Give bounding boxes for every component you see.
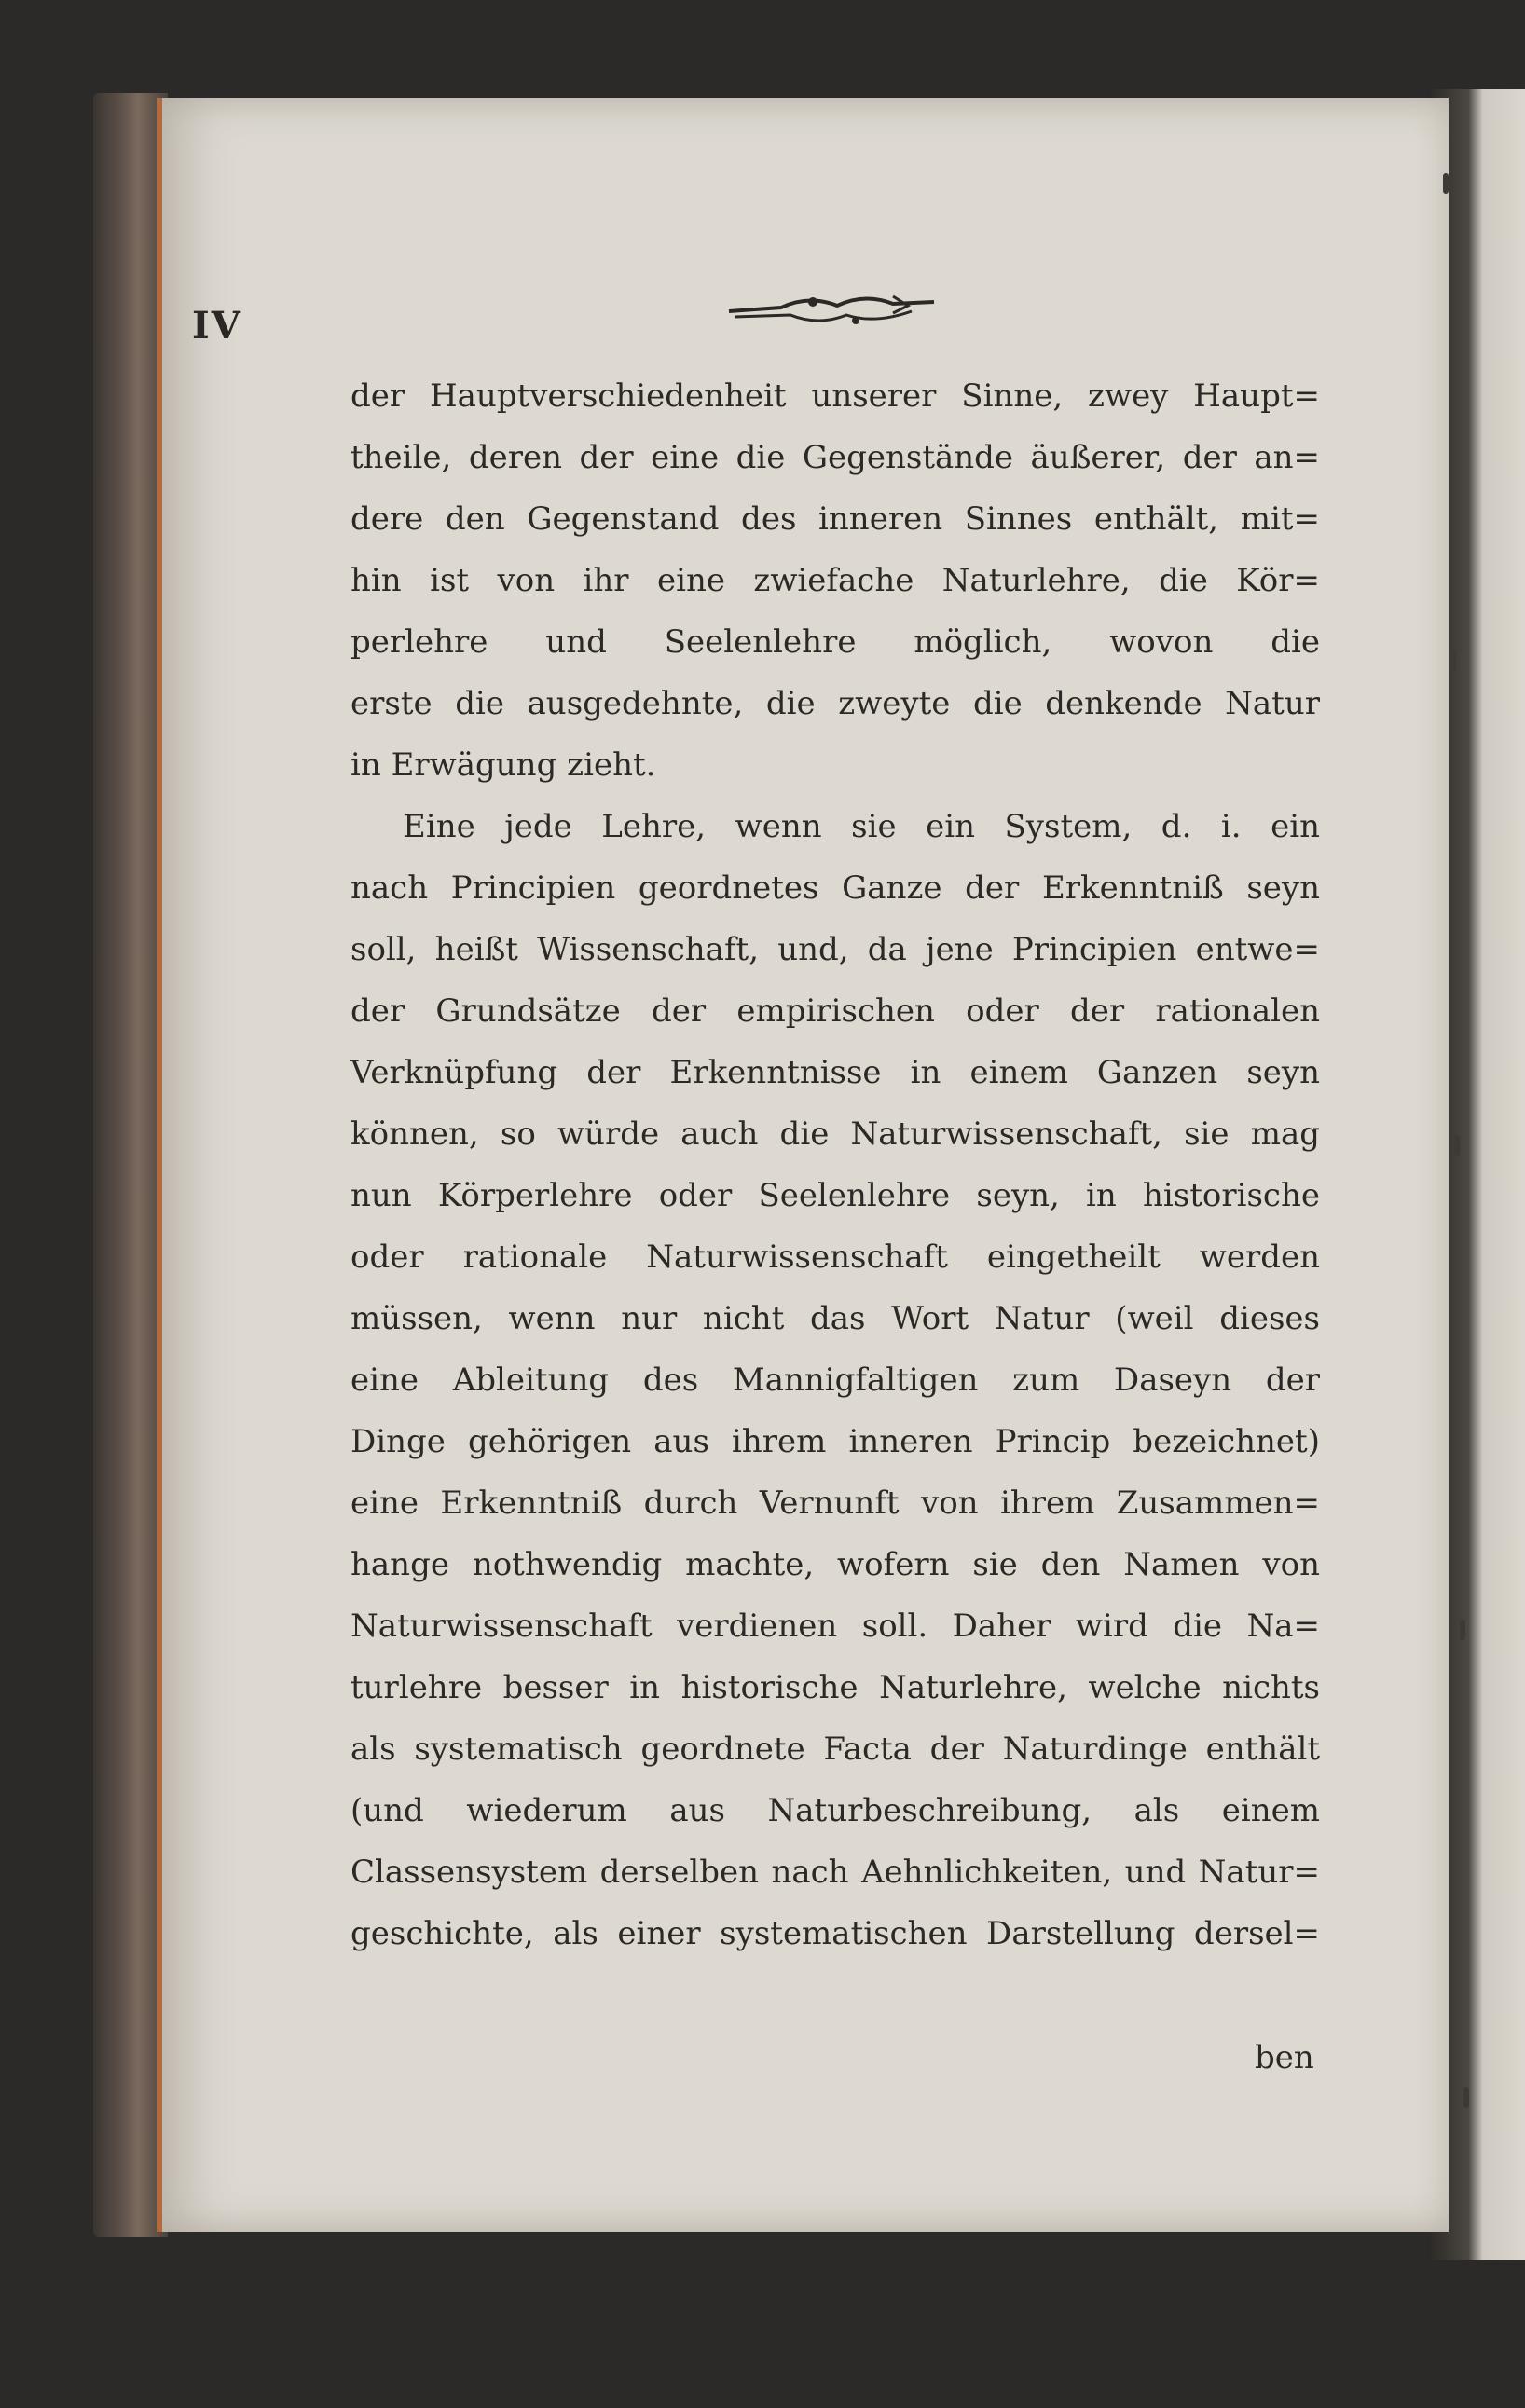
text-line: Naturwissenschaft verdienen soll. Daher wird die Na= [350, 1608, 1320, 1645]
text-line: in Erwägung zieht. [350, 746, 656, 784]
text-line: turlehre besser in historische Naturlehre, welche nichts [350, 1669, 1320, 1706]
page-number: IV [192, 304, 242, 348]
text-line: nun Körperlehre oder Seelenlehre seyn, in historische [350, 1177, 1320, 1214]
catchword: ben [1255, 2039, 1314, 2076]
text-line: oder rationale Naturwissenschaft eingetheilt werden [350, 1238, 1320, 1276]
text-line: Dinge gehörigen aus ihrem inneren Princip bezeichnet) [350, 1423, 1320, 1460]
text-line: können, so würde auch die Naturwissenschaft, sie mag [350, 1115, 1320, 1153]
text-line: perlehre und Seelenlehre möglich, wovon die [350, 623, 1320, 661]
paragraph-start-line: Eine jede Lehre, wenn sie ein System, d. i. ein [403, 808, 1320, 845]
text-line: hin ist von ihr eine zwiefache Naturlehre, die Kör= [350, 562, 1320, 599]
margin-mark [1443, 173, 1449, 194]
margin-mark [1454, 1135, 1460, 1156]
text-line: hange nothwendig machte, wofern sie den Namen von [350, 1546, 1320, 1583]
text-line: theile, deren der eine die Gegenstände äußerer, der an= [350, 439, 1320, 476]
text-line: Verknüpfung der Erkenntnisse in einem Ganzen seyn [350, 1054, 1320, 1091]
text-line: eine Erkenntniß durch Vernunft von ihrem Zusammen= [350, 1484, 1320, 1522]
text-line: als systematisch geordnete Facta der Naturdinge enthält [350, 1731, 1320, 1768]
margin-mark [1463, 2087, 1469, 2108]
body-text [350, 365, 1320, 1964]
text-line: der Hauptverschiedenheit unserer Sinne, zwey Haupt= [350, 377, 1320, 415]
text-line: erste die ausgedehnte, die zweyte die denkende Natur [350, 685, 1320, 722]
text-line: müssen, wenn nur nicht das Wort Natur (weil dieses [350, 1300, 1320, 1337]
text-line: nach Principien geordnetes Ganze der Erkenntniß seyn [350, 869, 1320, 907]
text-line: soll, heißt Wissenschaft, und, da jene Principien entwe= [350, 931, 1320, 968]
margin-mark [1450, 650, 1456, 671]
margin-mark [1460, 1620, 1465, 1640]
ornament-icon [725, 289, 938, 330]
text-line: der Grundsätze der empirischen oder der rationalen [350, 992, 1320, 1030]
text-line: (und wiederum aus Naturbeschreibung, als einem [350, 1792, 1320, 1829]
text-line: Classensystem derselben nach Aehnlichkeiten, und Natur= [350, 1854, 1320, 1891]
text-line: dere den Gegenstand des inneren Sinnes enthält, mit= [350, 500, 1320, 538]
text-line: eine Ableitung des Mannigfaltigen zum Daseyn der [350, 1361, 1320, 1399]
text-line: geschichte, als einer systematischen Darstellung dersel= [350, 1915, 1320, 1952]
